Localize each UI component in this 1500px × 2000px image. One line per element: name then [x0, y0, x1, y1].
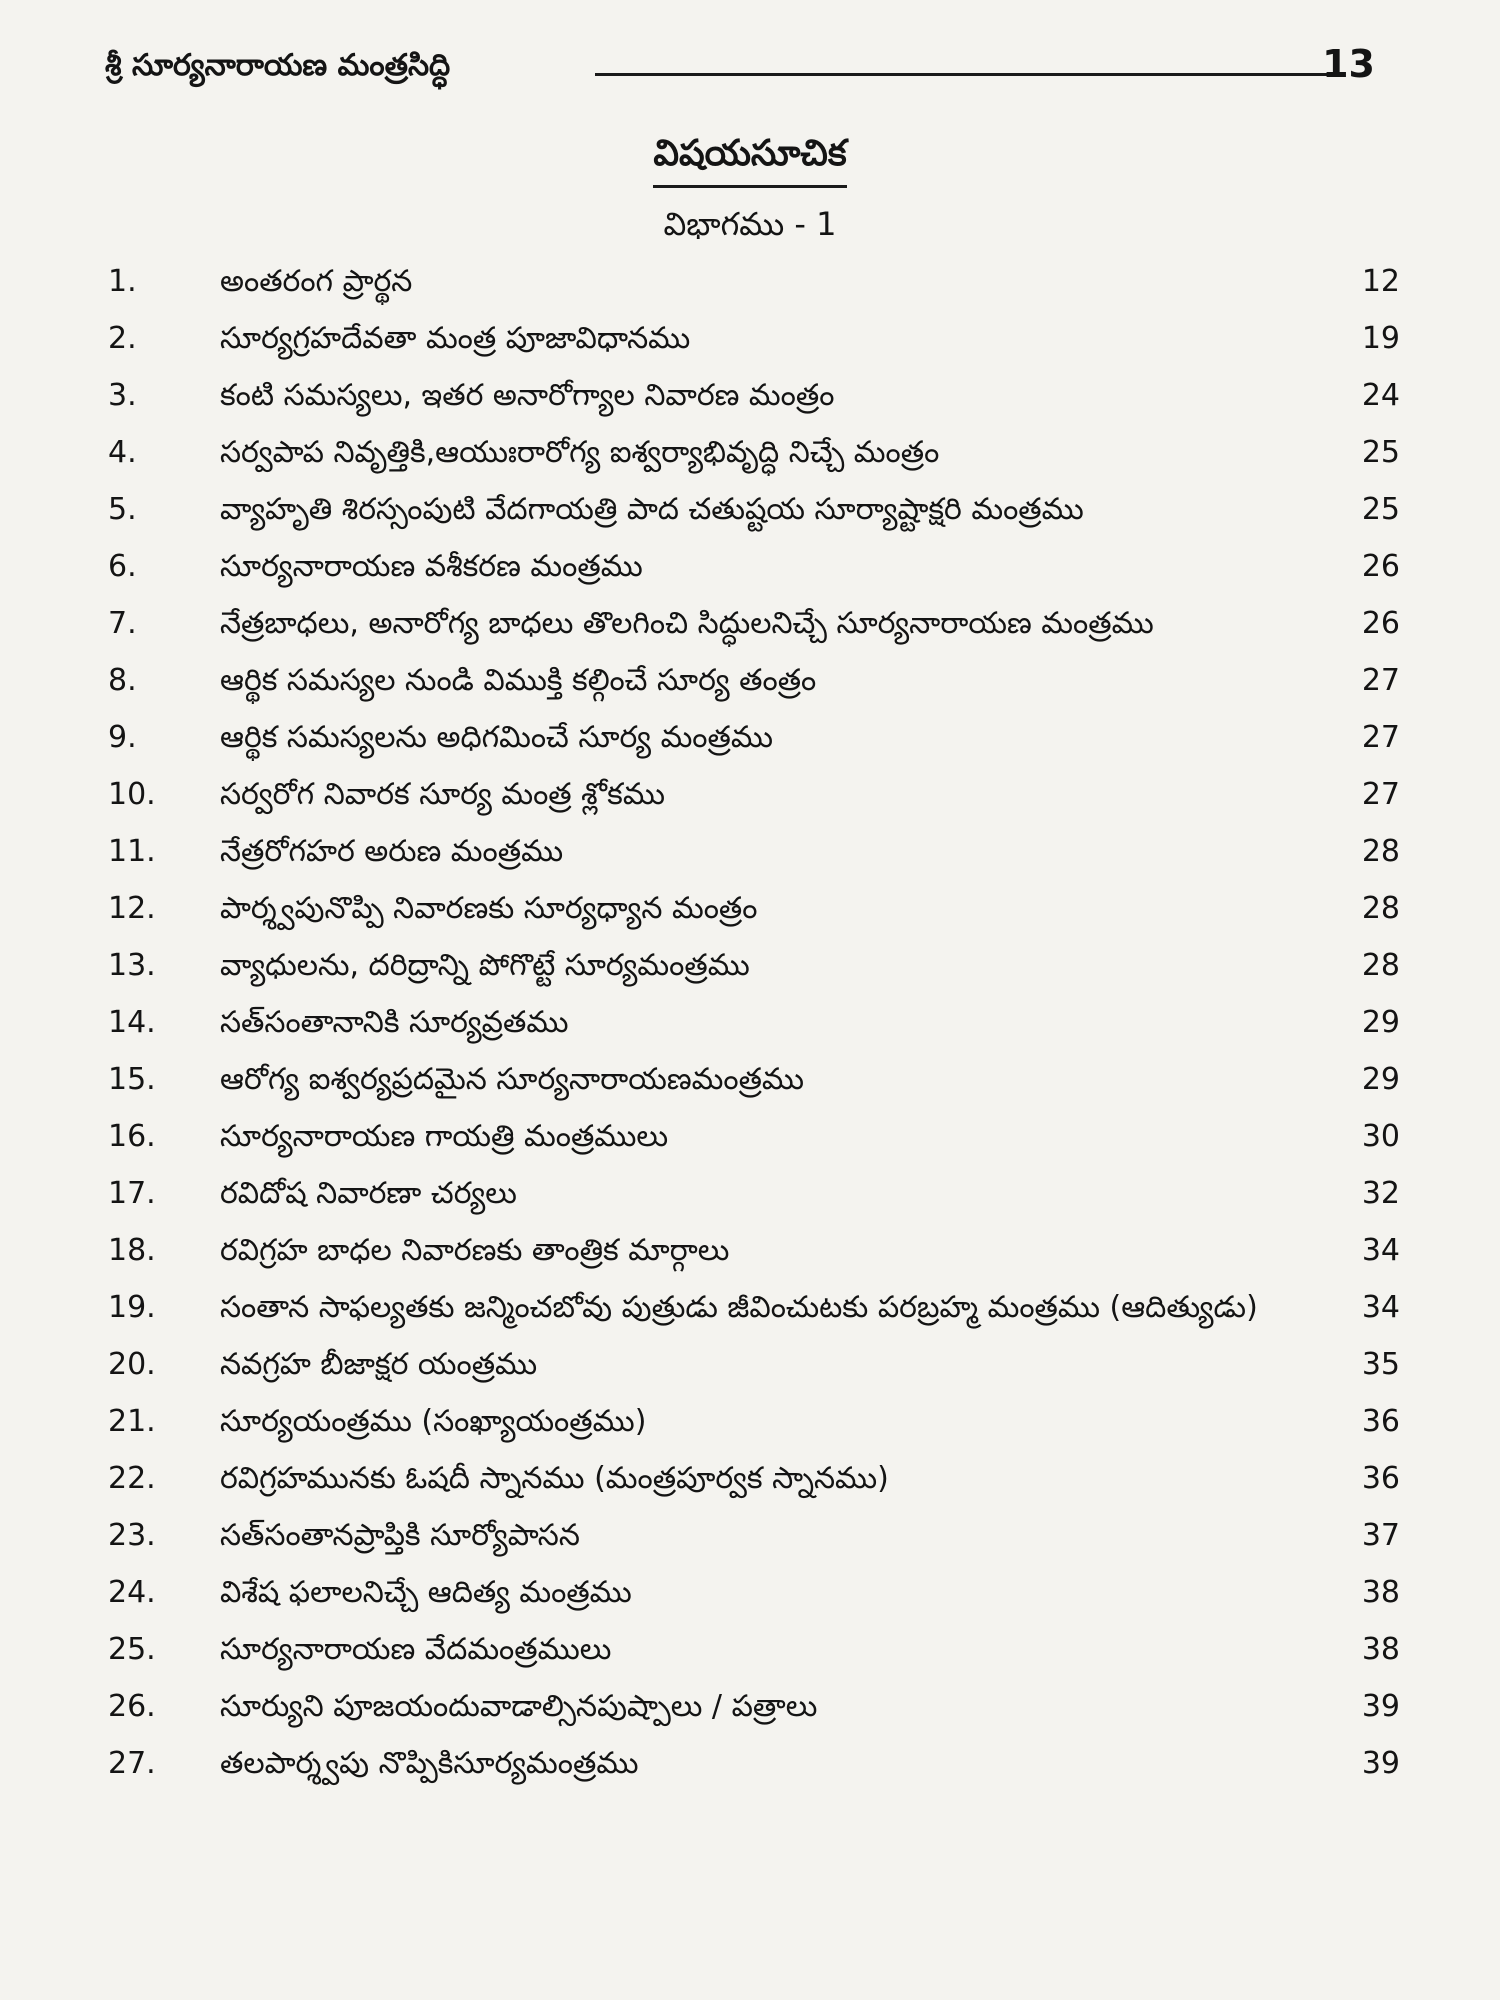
toc-entry-page: 29: [1361, 1005, 1400, 1040]
toc-entry: [100, 253, 1400, 310]
toc-entry: [100, 1450, 1400, 1507]
toc-entry-page: 26: [1361, 549, 1400, 584]
toc-entry: [100, 937, 1400, 994]
toc-entry-page: 24: [1361, 378, 1400, 413]
toc-entry-page: 30: [1361, 1119, 1400, 1154]
page-header: [105, 40, 1375, 100]
toc-entry-number: 19.: [108, 1290, 156, 1325]
toc-entry-title: కంటి సమస్యలు, ఇతర అనారోగ్యాల నివారణ మంత్రం: [220, 378, 835, 413]
toc-entry-title: సూర్యనారాయణ వేదమంత్రములు: [220, 1632, 612, 1667]
toc-entry-number: 2.: [108, 321, 137, 356]
toc-entry-number: 20.: [108, 1347, 156, 1382]
toc-entry: [100, 652, 1400, 709]
toc-entry: [100, 1279, 1400, 1336]
toc-entry-title: ఆర్థిక సమస్యలను అధిగమించే సూర్య మంత్రము: [220, 720, 773, 755]
toc-entry-number: 5.: [108, 492, 137, 527]
toc-entry: [100, 1222, 1400, 1279]
toc-entry-title: పార్శ్వపునొప్పి నివారణకు సూర్యధ్యాన మంత్రం: [220, 891, 758, 926]
toc-entry-number: 16.: [108, 1119, 156, 1154]
toc-entry-title: సత్‌సంతానప్రాప్తికి సూర్యోపాసన: [220, 1518, 580, 1553]
toc-entry-number: 12.: [108, 891, 156, 926]
toc-entry-page: 29: [1361, 1062, 1400, 1097]
toc-entry: [100, 1336, 1400, 1393]
toc-entry-title: నేత్రరోగహర అరుణ మంత్రము: [220, 834, 564, 869]
toc-title: విషయసూచిక: [653, 132, 846, 188]
toc-entry-title: విశేష ఫలాలనిచ్చే ఆదిత్య మంత్రము: [220, 1575, 632, 1610]
toc-entry-title: వ్యాహృతి శిరస్సంపుటి వేదగాయత్రి పాద చతుష్టయ సూర్యాష్టాక్షరి మంత్రము: [220, 492, 1084, 527]
toc-entry-page: 27: [1361, 720, 1400, 755]
toc-entry-page: 25: [1361, 435, 1400, 470]
toc-entry: [100, 1393, 1400, 1450]
toc-entry: [100, 994, 1400, 1051]
toc-entry: [100, 1564, 1400, 1621]
toc-entry: [100, 367, 1400, 424]
toc-entry-page: 27: [1361, 663, 1400, 698]
toc-entry-title: నవగ్రహ బీజాక్షర యంత్రము: [220, 1347, 538, 1382]
toc-entry-page: 25: [1361, 492, 1400, 527]
toc-entry: [100, 1735, 1400, 1792]
toc-entry-title: రవిగ్రహమునకు ఓషదీ స్నానము (మంత్రపూర్వక స్నానము): [220, 1461, 889, 1496]
toc-entry-page: 39: [1361, 1689, 1400, 1724]
section-label: విభాగము - 1: [663, 205, 837, 243]
toc-entry-page: 34: [1361, 1233, 1400, 1268]
header-rule: [595, 73, 1335, 76]
toc-entry-number: 3.: [108, 378, 137, 413]
toc-entry-title: సర్వపాప నివృత్తికి,ఆయుఃరారోగ్య ఐశ్వర్యాభివృద్ధి నిచ్చే మంత్రం: [220, 435, 940, 470]
toc-entry-number: 4.: [108, 435, 137, 470]
toc-entry-title: సత్‌సంతానానికి సూర్యవ్రతము: [220, 1005, 569, 1040]
toc-entry-title: సూర్యయంత్రము (సంఖ్యాయంత్రము): [220, 1404, 647, 1439]
toc-entry: [100, 1051, 1400, 1108]
toc-entry-number: 25.: [108, 1632, 156, 1667]
toc-entry: [100, 310, 1400, 367]
toc-entry-page: 38: [1361, 1632, 1400, 1667]
toc-entry-title: రవిగ్రహ బాధల నివారణకు తాంత్రిక మార్గాలు: [220, 1233, 730, 1268]
toc-entry-title: సూర్యుని పూజయందువాడాల్సినపుష్పాలు / పత్రాలు: [220, 1689, 818, 1724]
toc-entry-page: 12: [1361, 264, 1400, 299]
toc-entry: [100, 538, 1400, 595]
toc-entry-number: 13.: [108, 948, 156, 983]
toc-entry-title: సర్వరోగ నివారక సూర్య మంత్ర శ్లోకము: [220, 777, 665, 812]
toc-entry: [100, 766, 1400, 823]
toc-entry-number: 26.: [108, 1689, 156, 1724]
toc-entry-number: 24.: [108, 1575, 156, 1610]
toc-entry-page: 35: [1361, 1347, 1400, 1382]
toc-entry-number: 8.: [108, 663, 137, 698]
toc-entry-title: సూర్యగ్రహదేవతా మంత్ర పూజావిధానము: [220, 321, 691, 356]
toc-entry-page: 36: [1361, 1404, 1400, 1439]
toc-entry-page: 39: [1361, 1746, 1400, 1781]
toc-entry-title: రవిదోష నివారణా చర్యలు: [220, 1176, 517, 1211]
toc-entry-number: 17.: [108, 1176, 156, 1211]
toc-entry-page: 37: [1361, 1518, 1400, 1553]
toc-entry-number: 15.: [108, 1062, 156, 1097]
toc-entry: [100, 1621, 1400, 1678]
toc-entry: [100, 880, 1400, 937]
toc-entry-number: 7.: [108, 606, 137, 641]
toc-entry-page: 32: [1361, 1176, 1400, 1211]
toc-entry-number: 27.: [108, 1746, 156, 1781]
toc-entry-number: 9.: [108, 720, 137, 755]
toc-entry-page: 28: [1361, 834, 1400, 869]
toc-entry: [100, 709, 1400, 766]
toc-entry: [100, 1678, 1400, 1735]
toc-entry-number: 14.: [108, 1005, 156, 1040]
toc-entry-title: సంతాన సాఫల్యతకు జన్మించబోవు పుత్రుడు జీవించుటకు పరబ్రహ్మ మంత్రము (ఆదిత్యుడు): [220, 1290, 1258, 1325]
toc-entry: [100, 1507, 1400, 1564]
toc-entry-number: 23.: [108, 1518, 156, 1553]
toc-entry-page: 19: [1361, 321, 1400, 356]
toc-entry: [100, 424, 1400, 481]
table-of-contents: [100, 253, 1400, 1792]
toc-entry-title: అంతరంగ ప్రార్థన: [220, 264, 413, 299]
toc-entry-title: వ్యాధులను, దరిద్రాన్ని పోగొట్టే సూర్యమంత్రము: [220, 948, 750, 983]
toc-entry-title: సూర్యనారాయణ వశీకరణ మంత్రము: [220, 549, 643, 584]
toc-entry: [100, 481, 1400, 538]
toc-entry: [100, 595, 1400, 652]
toc-entry-number: 18.: [108, 1233, 156, 1268]
toc-entry-number: 1.: [108, 264, 137, 299]
toc-entry: [100, 1165, 1400, 1222]
running-title: శ్రీ సూర్యనారాయణ మంత్రసిద్ధి: [105, 48, 451, 83]
toc-entry: [100, 1108, 1400, 1165]
toc-entry-page: 28: [1361, 891, 1400, 926]
toc-entry-page: 38: [1361, 1575, 1400, 1610]
toc-title-wrap: [0, 132, 1500, 188]
toc-entry: [100, 823, 1400, 880]
toc-entry-number: 6.: [108, 549, 137, 584]
toc-entry-page: 26: [1361, 606, 1400, 641]
toc-entry-title: నేత్రబాధలు, అనారోగ్య బాధలు తొలగించి సిద్ధులనిచ్చే సూర్యనారాయణ మంత్రము: [220, 606, 1154, 641]
toc-entry-title: ఆర్థిక సమస్యల నుండి విముక్తి కల్గించే సూర్య తంత్రం: [220, 663, 817, 698]
toc-entry-page: 34: [1361, 1290, 1400, 1325]
toc-entry-title: సూర్యనారాయణ గాయత్రి మంత్రములు: [220, 1119, 669, 1154]
toc-entry-page: 28: [1361, 948, 1400, 983]
toc-entry-title: తలపార్శ్వపు నొప్పికిసూర్యమంత్రము: [220, 1746, 639, 1781]
toc-entry-page: 27: [1361, 777, 1400, 812]
toc-entry-number: 11.: [108, 834, 156, 869]
page-number: 13: [1322, 42, 1375, 86]
toc-entry-page: 36: [1361, 1461, 1400, 1496]
toc-entry-title: ఆరోగ్య ఐశ్వర్యప్రదమైన సూర్యనారాయణమంత్రము: [220, 1062, 805, 1097]
toc-entry-number: 21.: [108, 1404, 156, 1439]
toc-entry-number: 10.: [108, 777, 156, 812]
toc-entry-number: 22.: [108, 1461, 156, 1496]
